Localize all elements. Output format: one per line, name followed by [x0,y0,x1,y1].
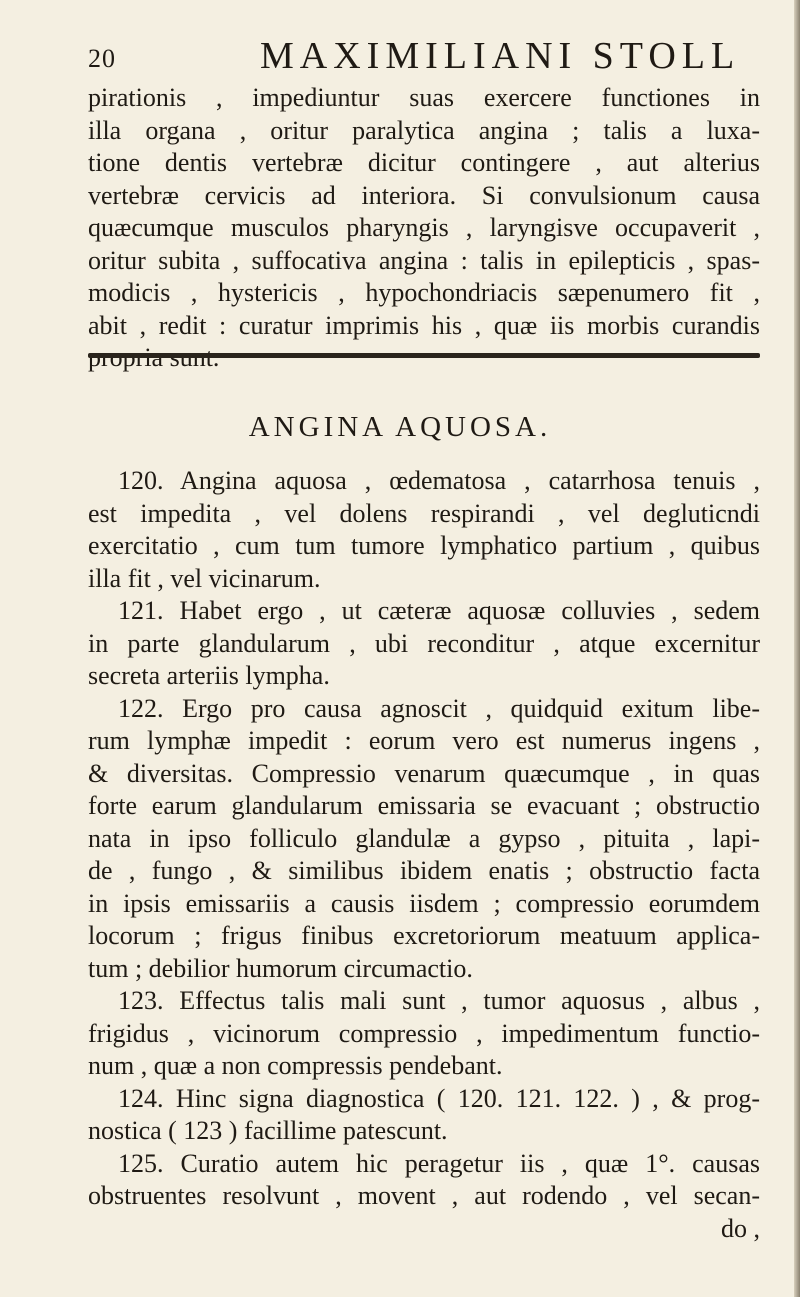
text-line: & diversitas. Compressio venarum quæcumque , in quas [88,758,760,788]
text-line: oritur subita , suffocativa angina : talis in epilepticis , spas- [88,245,760,275]
page-number: 20 [88,44,116,73]
text-line: pirationis , impediuntur suas exercere functiones in [88,83,760,112]
paragraph-124-line: 124. Hinc signa diagnostica ( 120. 121. 122. ) , & prog- [118,1083,760,1113]
text-line: vertebræ cervicis ad interiora. Si convulsionum causa [88,180,760,210]
page-edge [794,0,800,1297]
text-line: illa organa , oritur paralytica angina ; talis a luxa- [88,115,760,145]
text-line: num , quæ a non compressis pendebant. [88,1051,503,1080]
text-line: tione dentis vertebræ dicitur contingere , aut alterius [88,148,760,177]
text-line: rum lymphæ impedit : eorum vero est numerus ingens , [88,726,760,755]
running-head [88,34,768,78]
text-line: modicis , hystericis , hypochondriacis sæpenumero fit , [88,278,760,307]
text-line: nostica ( 123 ) facillime patescunt. [88,1116,448,1145]
text-line: locorum ; frigus finibus excretoriorum meatuum applica- [88,921,760,950]
text-line: forte earum glandularum emissaria se evacuant ; obstructio [88,791,760,820]
text-line: exercitatio , cum tum tumore lymphatico partium , quibus [88,531,760,560]
text-line [88,342,760,375]
text-line: est impedita , vel dolens respirandi , vel degluticndi [88,498,760,528]
text-line: in ipsis emissariis a causis iisdem ; compressio eorumdem [88,888,760,918]
text-line: in parte glandularum , ubi reconditur , atque excernitur [88,628,760,658]
section-heading: ANGINA AQUOSA. [248,411,552,443]
text-line: illa fit , vel vicinarum. [88,563,321,593]
paragraph-123-line: 123. Effectus talis mali sunt , tumor aquosus , albus , [118,986,760,1015]
text-line: abit , redit : curatur imprimis his , quæ iis morbis curandis [88,310,760,340]
text-line: obstruentes resolvunt , movent , aut rodendo , vel secan- [88,1181,760,1210]
text-line: quæcumque musculos pharyngis , laryngisve occupaverit , [88,213,760,242]
running-title: MAXIMILIANI STOLL [260,35,741,77]
section-divider [88,353,760,358]
paragraph-121-line: 121. Habet ergo , ut cæteræ aquosæ colluvies , sedem [118,596,760,625]
text-line: nata in ipso folliculo glandulæ a gypso , pituita , lapi- [88,823,760,853]
text-line: de , fungo , & similibus ibidem enatis ; obstructio facta [88,856,760,885]
paragraph-122-line: 122. Ergo pro causa agnoscit , quidquid exitum libe- [118,693,760,723]
text-line: frigidus , vicinorum compressio , impedimentum functio- [88,1018,760,1048]
paragraph-120-line: 120. Angina aquosa , œdematosa , catarrhosa tenuis , [118,466,760,495]
catchword: do , [721,1213,760,1243]
text-line: secreta arteriis lympha. [88,661,330,690]
intro-paragraph [88,82,760,375]
text-line: tum ; debilior humorum circumactio. [88,953,473,983]
paragraph-125-line: 125. Curatio autem hic peragetur iis , quæ 1°. causas [118,1148,760,1178]
section-body [88,465,760,1245]
